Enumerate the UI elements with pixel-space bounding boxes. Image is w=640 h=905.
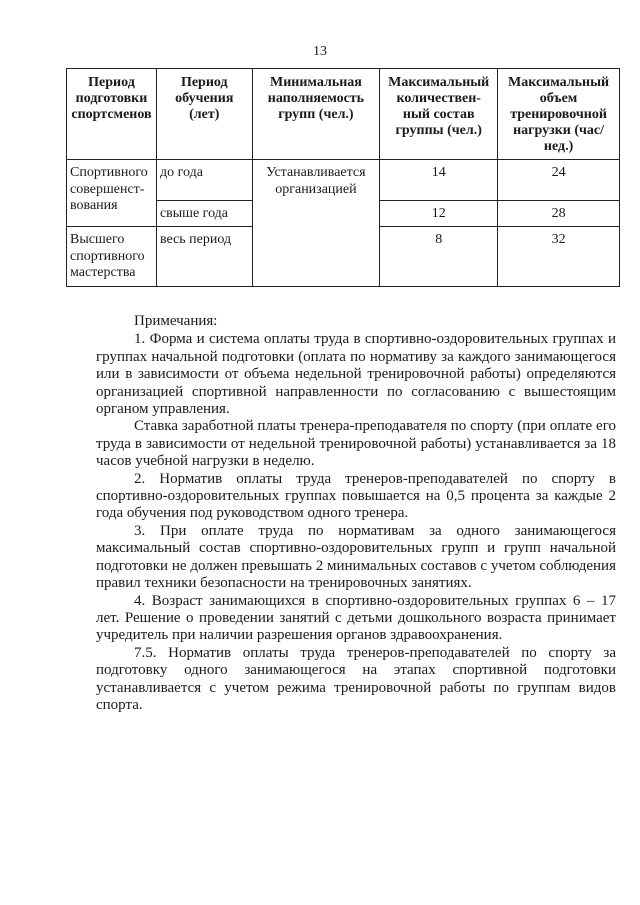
cell-max-size: 8 — [380, 227, 498, 287]
cell-max-load: 28 — [498, 201, 620, 227]
cell-stage: Спортивного совершенст-вования — [67, 160, 157, 227]
note-paragraph: 1. Форма и система оплаты труда в спортивно-оздоровительных группах и группах начальной подготовки (оплата по нормативу за каждого занимающегося или в зависимости от объема недельной тренировочной работы) определяются организацией спортивной направленности по согласованию с вышестоящим органом управления. — [96, 331, 616, 418]
note-paragraph: 3. При оплате труда по нормативам за одного занимающегося максимальный состав спортивно-оздоровительных групп и групп начальной подготовки не должен превышать 2 минимальных составов с учетом соблюдения правил техники безопасности на тренировочных занятиях. — [96, 522, 616, 592]
header-max-training-load: Максимальный объем тренировочной нагрузки (час/нед.) — [498, 69, 620, 160]
cell-max-size: 12 — [380, 201, 498, 227]
cell-min-fill: Устанавливается организацией — [252, 160, 380, 287]
note-paragraph: Ставка заработной платы тренера-преподавателя по спорту (при оплате его труда в зависимости от недельной тренировочной работы) устанавливается за 18 часов учебной нагрузки в неделю. — [96, 418, 616, 470]
cell-stage: Высшего спортивного мастерства — [67, 227, 157, 287]
cell-max-size: 14 — [380, 160, 498, 201]
table-header-row — [67, 69, 620, 160]
header-training-period: Период обучения (лет) — [156, 69, 252, 160]
table-row — [67, 160, 620, 201]
header-training-stage: Период подготовки спортсменов — [67, 69, 157, 160]
note-paragraph: 7.5. Норматив оплаты труда тренеров-преподавателей по спорту за подготовку одного занимающегося на этапах спортивной подготовки устанавливается с учетом режима тренировочной работы по группам видов спорта. — [96, 644, 616, 713]
training-norms-table — [66, 68, 620, 287]
page-number: 13 — [313, 44, 327, 59]
header-min-group-fill: Минимальная наполняемость групп (чел.) — [252, 69, 380, 160]
note-paragraph: 2. Норматив оплаты труда тренеров-преподавателей по спорту в спортивно-оздоровительных группах повышается на 0,5 процента за каждые 2 года обучения под руководством одного тренера. — [96, 470, 616, 522]
cell-period: до года — [156, 160, 252, 201]
header-max-group-size: Максимальный количествен-ный состав группы (чел.) — [380, 69, 498, 160]
notes-heading: Примечания: — [134, 313, 218, 329]
cell-max-load: 24 — [498, 160, 620, 201]
note-paragraph: 4. Возраст занимающихся в спортивно-оздоровительных группах 6 – 17 лет. Решение о проведении занятий с детьми дошкольного возраста принимает учредитель при наличии разрешения органов здравоохранения. — [96, 592, 616, 644]
notes-section — [96, 313, 616, 714]
cell-max-load: 32 — [498, 227, 620, 287]
cell-period: свыше года — [156, 201, 252, 227]
cell-period: весь период — [156, 227, 252, 287]
